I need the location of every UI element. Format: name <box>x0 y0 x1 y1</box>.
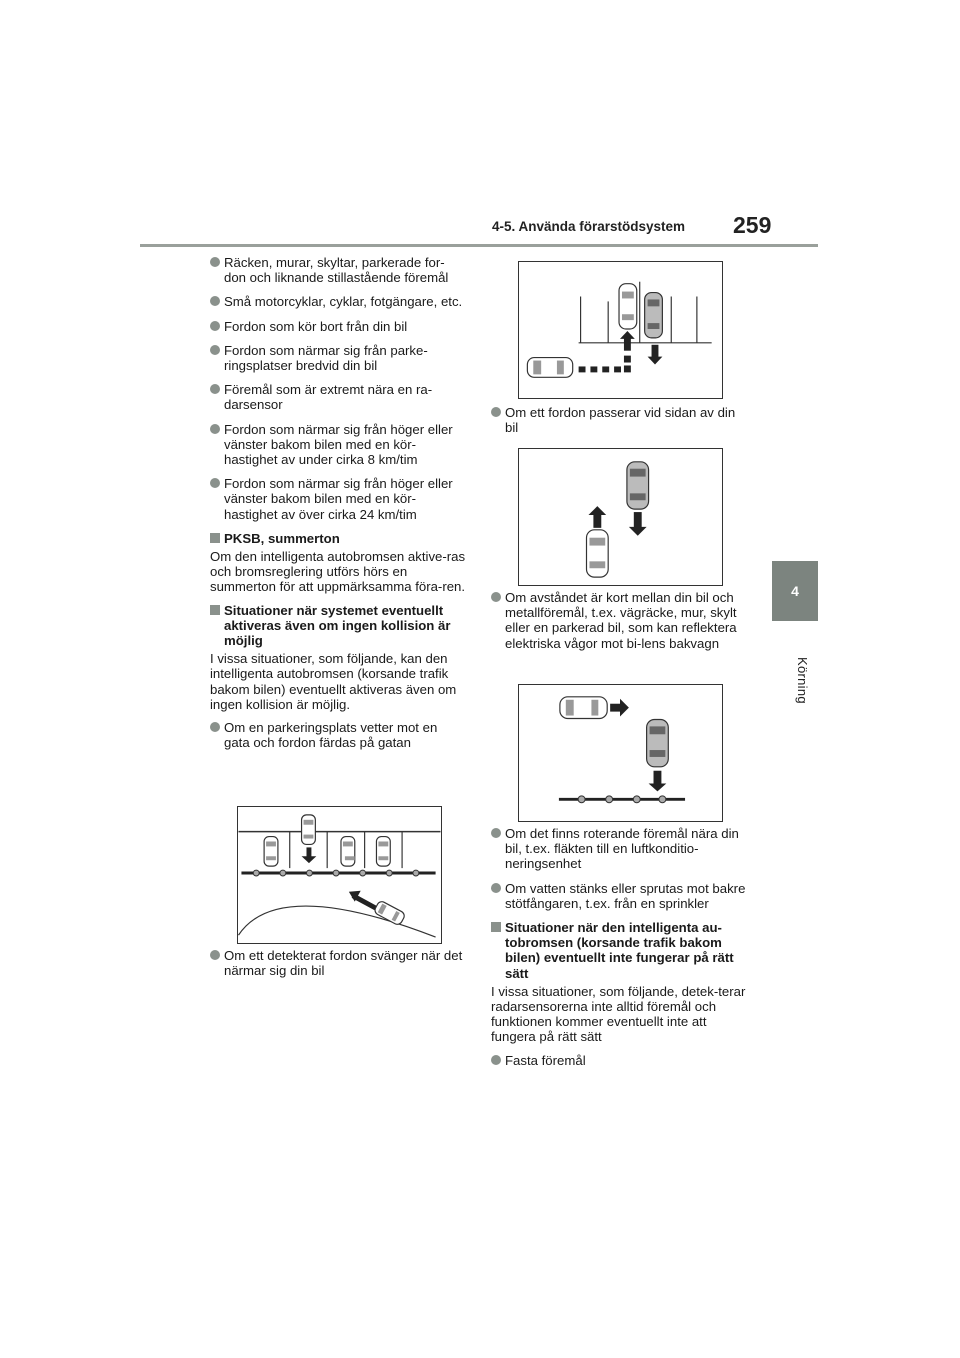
parking-lot-illustration <box>237 806 442 944</box>
bullet-icon <box>210 424 220 434</box>
list-item <box>491 1053 747 1068</box>
chapter-label: Körning <box>795 657 810 704</box>
right-column-mid <box>491 590 747 660</box>
list-item <box>210 294 466 309</box>
list-item-text: Räcken, murar, skyltar, parkerade for-don och liknande stillastående föremål <box>224 255 449 286</box>
list-item <box>210 343 466 373</box>
chapter-number: 4 <box>791 583 799 599</box>
list-item <box>210 720 466 750</box>
heading-square-icon <box>491 922 501 932</box>
list-item <box>210 255 466 285</box>
list-item <box>491 590 747 651</box>
header-divider <box>140 244 818 247</box>
list-item-text: Om en parkeringsplats vetter mot en gata och fordon färdas på gatan <box>224 720 438 751</box>
list-item <box>210 319 466 334</box>
section-heading <box>491 920 747 981</box>
bullet-icon <box>491 407 501 417</box>
bullet-icon <box>210 321 220 331</box>
bullet-icon <box>491 592 501 602</box>
section-heading <box>210 603 466 649</box>
bullet-icon <box>210 478 220 488</box>
list-item-text: Om det finns roterande föremål nära din bil, t.ex. fläkten till en luftkonditio-neringsenhet <box>505 826 739 872</box>
guardrail-reflection-illustration <box>518 684 723 822</box>
list-item-text: Fasta föremål <box>505 1052 586 1068</box>
heading-square-icon <box>210 605 220 615</box>
list-item <box>210 382 466 412</box>
vehicle-leaving-parking-illustration <box>518 261 723 399</box>
bullet-icon <box>210 345 220 355</box>
heading-text: PKSB, summerton <box>224 530 340 546</box>
list-item <box>491 826 747 872</box>
list-item-text: Om ett fordon passerar vid sidan av din bil <box>505 405 736 436</box>
bullet-icon <box>491 883 501 893</box>
list-item-text: Föremål som är extremt nära en ra-darsensor <box>224 382 433 413</box>
list-item <box>210 422 466 468</box>
bullet-icon <box>210 722 220 732</box>
chapter-tab <box>772 561 818 621</box>
heading-square-icon <box>210 533 220 543</box>
bullet-icon <box>491 1055 501 1065</box>
bullet-icon <box>210 296 220 306</box>
list-item-text: Fordon som kör bort från din bil <box>224 318 408 334</box>
bullet-icon <box>210 950 220 960</box>
list-item-text: Små motorcyklar, cyklar, fotgängare, etc. <box>224 294 463 310</box>
section-title: 4-5. Använda förarstödsystem <box>492 219 686 234</box>
list-item <box>491 405 747 435</box>
list-item-text: Fordon som närmar sig från höger eller vänster bakom bilen med en kör-hastighet av över cirka 24 km/tim <box>224 476 453 522</box>
list-item-text: Om vatten stänks eller sprutas mot bakre stötfångaren, t.ex. från en sprinkler <box>505 880 746 911</box>
paragraph: Om den intelligenta autobromsen aktive-ras och bromsreglering utförs hörs en summerton för att uppmärksamma föra-ren. <box>210 549 466 595</box>
list-item-text: Fordon som närmar sig från parke-ringsplatser bredvid din bil <box>224 342 428 374</box>
right-column-bottom <box>491 826 747 1077</box>
bullet-icon <box>210 384 220 394</box>
heading-text: Situationer när den intelligenta au-tobromsen (korsande trafik bakom bilen) eventuellt inte fungerar på rätt sätt <box>505 920 734 981</box>
page-number: 259 <box>733 212 772 238</box>
list-item <box>210 476 466 522</box>
left-column-bottom <box>210 948 466 987</box>
paragraph: I vissa situationer, som följande, kan den intelligenta autobromsen (korsande trafik bakom bilen) eventuellt aktiveras även om ingen kollision är möjlig. <box>210 651 457 712</box>
section-heading <box>210 531 466 546</box>
list-item-text: Om avståndet är kort mellan din bil och metallföremål, t.ex. vägräcke, mur, skylt eller en parkerad bil, som kan reflektera elektriska vågor mot bi-lens bakvagn <box>505 590 737 651</box>
paragraph: I vissa situationer, som följande, detek-terar radarsensorerna inte alltid föremål och funktionen kommer eventuellt inte att fungera på rätt sätt <box>491 983 746 1045</box>
bullet-icon <box>210 257 220 267</box>
vehicle-passing-illustration <box>518 448 723 586</box>
list-item <box>210 948 466 978</box>
left-column <box>210 255 466 759</box>
bullet-icon <box>491 828 501 838</box>
list-item <box>491 881 747 911</box>
heading-text: Situationer när systemet eventuellt aktiveras även om ingen kollision är möjlig <box>224 602 451 649</box>
list-item-text: Om ett detekterat fordon svänger när det närmar sig din bil <box>224 948 463 979</box>
list-item-text: Fordon som närmar sig från höger eller vänster bakom bilen med en kör-hastighet av under cirka 8 km/tim <box>224 421 453 468</box>
right-column-top <box>491 405 747 444</box>
